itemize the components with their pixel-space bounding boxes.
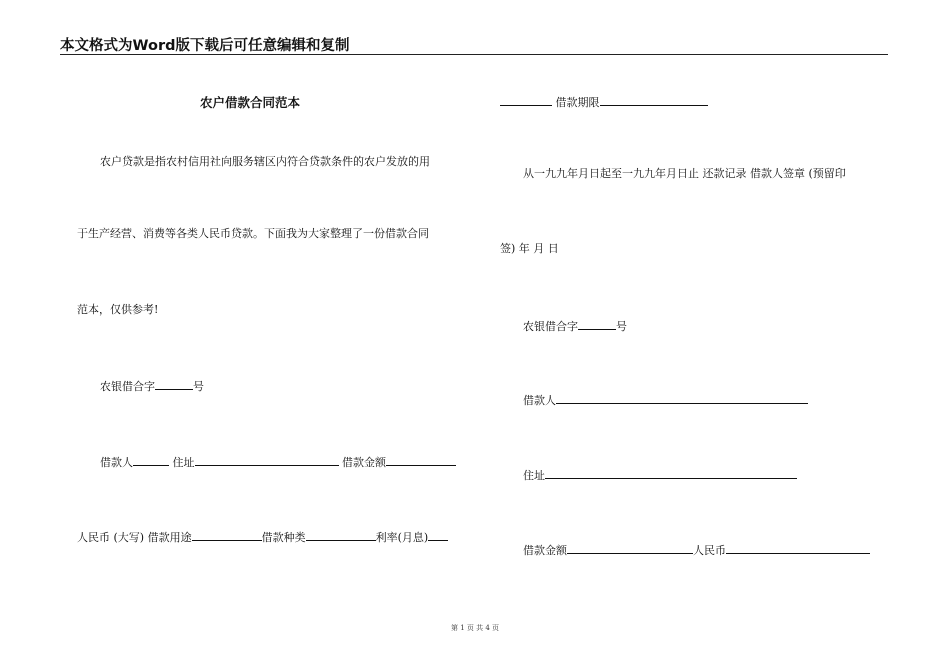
page-footer: 第 1 页 共 4 页 <box>450 624 500 632</box>
purpose-blank <box>192 529 262 541</box>
contract-number-suffix: 号 <box>193 380 204 393</box>
rmb-purpose-label: 人民币 (大写) 借款用途 <box>77 531 192 544</box>
purpose-line <box>77 529 448 545</box>
contract-number-blank <box>155 378 193 390</box>
amount-blank <box>386 454 456 466</box>
right-amount-line <box>523 542 870 558</box>
right-amount-label: 借款金额 <box>523 544 567 557</box>
contract-number-line <box>100 378 204 394</box>
right-rmb-blank <box>726 542 870 554</box>
term-label: 借款期限 <box>555 96 600 109</box>
borrower-blank <box>133 454 169 466</box>
contract-number-label: 农银借合字 <box>100 380 155 393</box>
right-address-blank <box>545 467 797 479</box>
right-borrower-line <box>523 392 808 408</box>
intro-line-3: 范本，仅供参考! <box>77 303 159 316</box>
term-line <box>500 94 708 110</box>
period-line: 从一九九年月日起至一九九年月日止 还款记录 借款人签章 (预留印 <box>523 167 846 180</box>
right-address-line <box>523 467 797 483</box>
intro-line-2: 于生产经营、消费等各类人民币贷款。下面我为大家整理了一份借款合同 <box>77 227 429 240</box>
page-header: 本文格式为Word版下载后可任意编辑和复制 <box>60 34 888 55</box>
amount-label: 借款金额 <box>342 456 386 469</box>
right-contract-number-blank <box>578 318 616 330</box>
loan-type-blank <box>306 529 376 541</box>
right-borrower-label: 借款人 <box>523 394 556 407</box>
borrower-label: 借款人 <box>100 456 133 469</box>
address-blank <box>195 454 339 466</box>
right-amount-blank <box>567 542 693 554</box>
right-rmb-label: 人民币 <box>693 544 726 557</box>
document-title: 农户借款合同范本 <box>200 95 301 110</box>
rate-label: 利率(月息) <box>375 531 429 544</box>
loan-type-label: 借款种类 <box>261 531 306 544</box>
rate-blank <box>428 529 448 541</box>
intro-line-1: 农户贷款是指农村信用社向服务辖区内符合贷款条件的农户发放的用 <box>100 155 430 168</box>
term-blank <box>600 94 708 106</box>
term-leading-blank <box>500 94 552 106</box>
borrower-line <box>100 454 456 470</box>
right-address-label: 住址 <box>523 469 545 482</box>
address-label: 住址 <box>172 456 195 469</box>
right-contract-number-label: 农银借合字 <box>523 320 578 333</box>
right-borrower-blank <box>556 392 808 404</box>
right-contract-number-line <box>523 318 627 334</box>
period-line-2: 签) 年 月 日 <box>500 242 559 255</box>
right-contract-number-suffix: 号 <box>616 320 627 333</box>
